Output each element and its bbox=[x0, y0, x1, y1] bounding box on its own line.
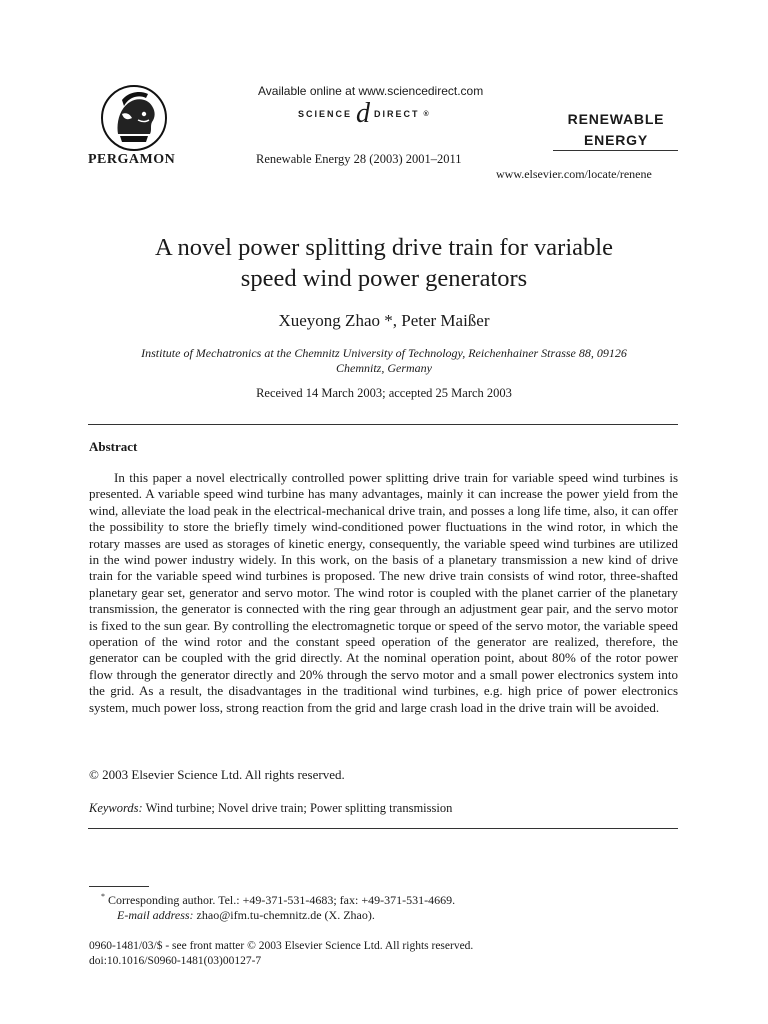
journal-name bbox=[553, 109, 679, 151]
journal-rule bbox=[553, 150, 678, 151]
journal-name-line1: RENEWABLE bbox=[567, 111, 665, 127]
publisher-logo bbox=[100, 84, 168, 152]
journal-citation: Renewable Energy 28 (2003) 2001–2011 bbox=[256, 152, 462, 166]
publisher-name: PERGAMON bbox=[88, 152, 176, 167]
email-address[interactable]: zhao@ifm.tu-chemnitz.de (X. Zhao). bbox=[196, 908, 375, 922]
abstract-top-rule bbox=[88, 424, 678, 425]
abstract-copyright: © 2003 Elsevier Science Ltd. All rights reserved. bbox=[89, 767, 345, 782]
available-online-text: Available online at www.sciencedirect.com bbox=[258, 84, 484, 98]
author-affiliation bbox=[90, 346, 678, 376]
sd-logo-mark: ® bbox=[423, 110, 431, 118]
footnote-rule bbox=[89, 886, 149, 887]
athena-head-icon bbox=[100, 84, 168, 152]
abstract-body: In this paper a novel electrically controlled power splitting drive train for variable speed wind turbines is presented. A variable speed wind turbine has many advantages, mainly it can increase the power yield from the wind, alleviate the load peak in the electrical-mechanical drive train, and posses a long life time, also, it can offer the possibility to store the briefly timely wind-conditioned power fluctuations in the wind rotor, in which the rotary masses are used as storages of kinetic energy, consequently, the variable speed wind turbines are utilized in the wind power industry widely. In this work, on the basis of a planetary transmission a new kind of drive train for the variable speed wind turbines is proposed. The new drive train consists of wind rotor, three-shafted planetary gear set, generator and servo motor. The wind rotor is coupled with the planet carrier of the planetary transmission, the generator is connected with the ring gear through an adjustment gear pair, and the servo motor is fixed to the sun gear. By controlling the electromagnetic torque or speed of the servo motor, the variable speed operation of the wind rotor and the constant speed operation of the generator are realized, therefore, the generator can be coupled with the grid directly. At the nominal operation point, about 80% of the rotor power flow through the generator directly and 20% through the servo motor and a small power electronics system into the grid. As a result, the disadvantages in the traditional wind turbines, e.g. high price of power electronics system, much power loss, strong reaction from the grid and large crash load in the drive train will be avoided. bbox=[89, 470, 678, 715]
sd-logo-left: SCIENCE bbox=[298, 109, 353, 119]
title-line-2: speed wind power generators bbox=[240, 265, 528, 292]
sd-logo-at-icon: d bbox=[356, 98, 371, 129]
email-footnote bbox=[117, 908, 375, 923]
title-line-1: A novel power splitting drive train for variable bbox=[155, 234, 613, 261]
abstract-heading: Abstract bbox=[89, 439, 138, 454]
keywords-list: Wind turbine; Novel drive train; Power splitting transmission bbox=[145, 801, 453, 815]
corresponding-author-footnote bbox=[101, 892, 455, 908]
front-matter-notice: 0960-1481/03/$ - see front matter © 2003 Elsevier Science Ltd. All rights reserved. bbox=[89, 940, 474, 952]
sciencedirect-logo bbox=[298, 98, 431, 129]
article-title bbox=[60, 232, 708, 294]
affiliation-line-1: Institute of Mechatronics at the Chemnitz University of Technology, Reichenhainer Strasse 88, 09126 bbox=[141, 346, 627, 360]
affiliation-line-2: Chemnitz, Germany bbox=[336, 361, 432, 375]
keywords-line bbox=[89, 801, 452, 816]
footnote-mark: * bbox=[101, 892, 105, 901]
journal-url[interactable]: www.elsevier.com/locate/renene bbox=[496, 167, 652, 181]
article-doi[interactable]: doi:10.1016/S0960-1481(03)00127-7 bbox=[89, 955, 262, 967]
journal-name-line2: ENERGY bbox=[584, 132, 648, 148]
received-dates: Received 14 March 2003; accepted 25 March 2003 bbox=[256, 386, 512, 400]
corresponding-author-text: Corresponding author. Tel.: +49-371-531-4683; fax: +49-371-531-4669. bbox=[108, 893, 456, 907]
abstract-bottom-rule bbox=[88, 828, 678, 829]
email-label: E-mail address: bbox=[117, 908, 194, 922]
article-authors: Xueyong Zhao *, Peter Maißer bbox=[278, 311, 490, 330]
sd-logo-right: DIRECT bbox=[374, 109, 420, 119]
keywords-label: Keywords: bbox=[89, 801, 143, 815]
